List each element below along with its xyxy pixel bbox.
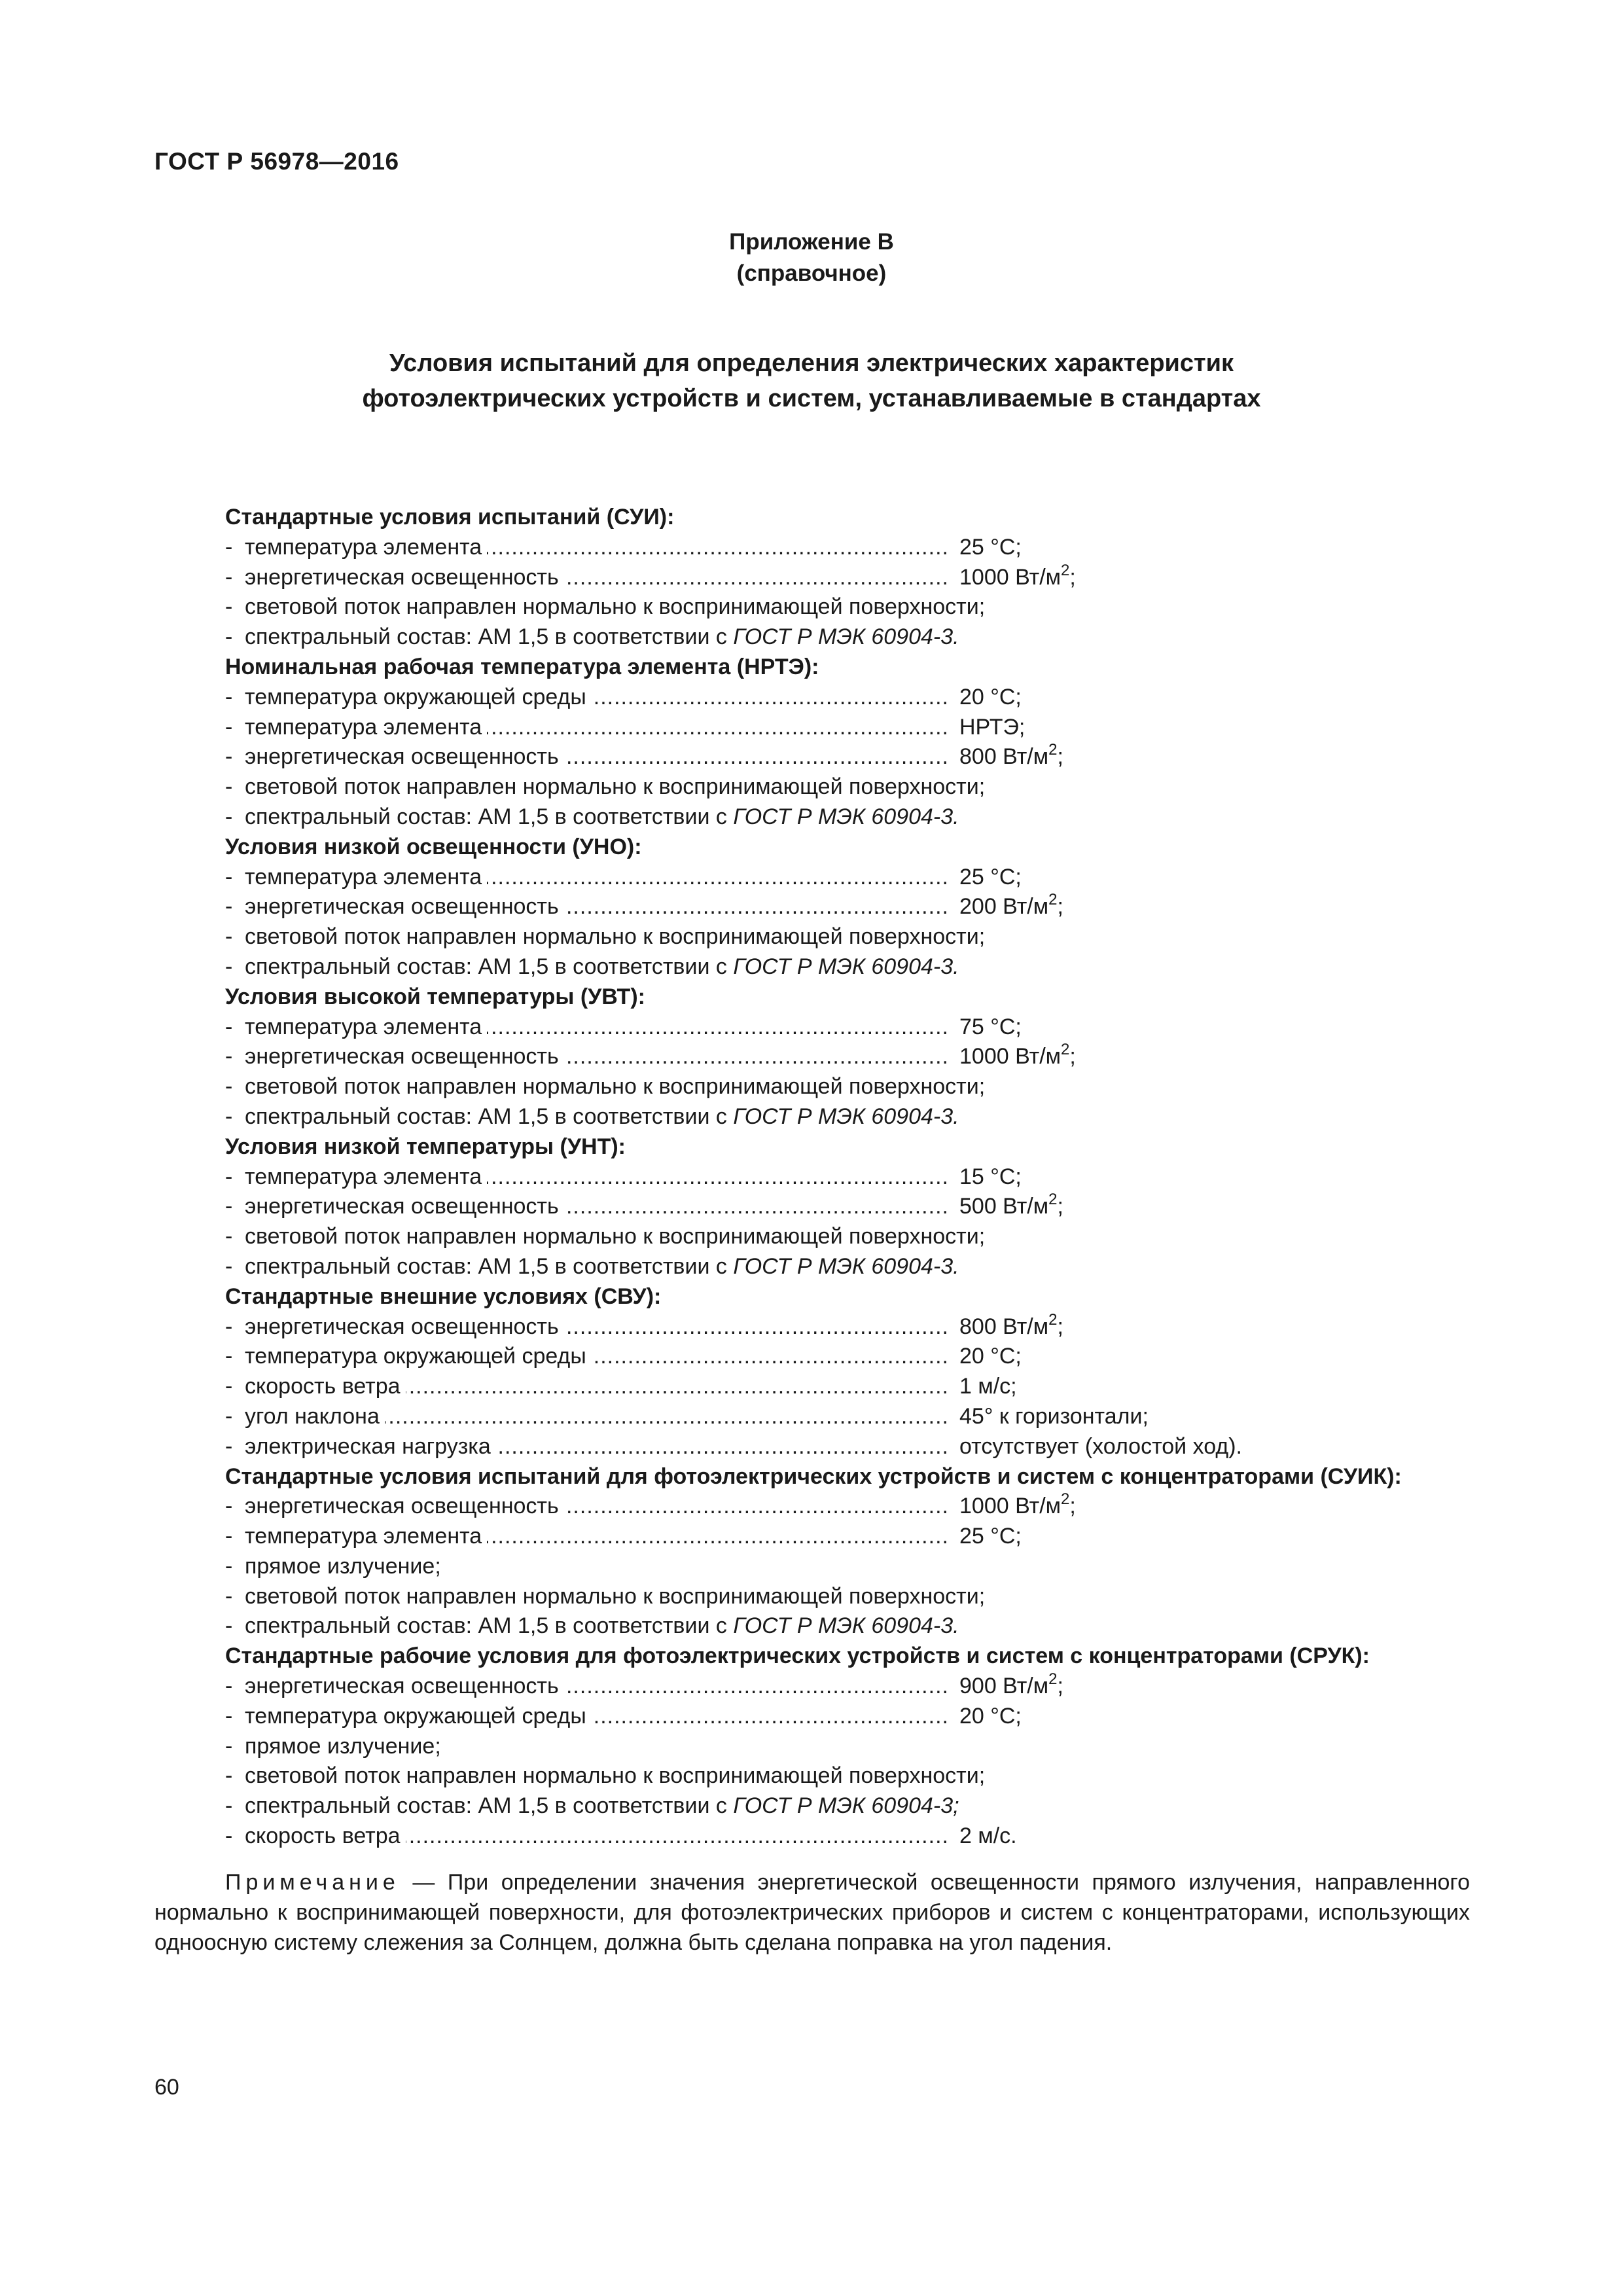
list-dash: - <box>225 1074 233 1100</box>
condition-value-text: 900 Вт/м <box>959 1674 1049 1699</box>
list-dash: - <box>225 1553 233 1579</box>
condition-value <box>952 1402 1149 1432</box>
list-dash: - <box>225 1344 233 1369</box>
condition-label <box>245 683 952 713</box>
value-tail: ; <box>1057 1194 1063 1219</box>
condition-label <box>245 892 952 922</box>
condition-item <box>225 1342 1488 1372</box>
list-dash: - <box>225 954 233 979</box>
condition-text-body: световой поток направлен нормально к воспринимающей поверхности; <box>245 1763 986 1789</box>
condition-value <box>952 1312 1063 1342</box>
list-dash: - <box>225 564 233 590</box>
condition-label-text: энергетическая освещенность <box>245 1494 564 1518</box>
condition-value <box>952 533 1022 563</box>
condition-value-text: 25 °С; <box>959 864 1022 889</box>
list-dash: - <box>225 1194 233 1219</box>
condition-text <box>245 1611 959 1641</box>
condition-label-text: энергетическая освещенность <box>245 1194 564 1219</box>
condition-label <box>245 742 952 772</box>
condition-value-text: 25 °С; <box>959 534 1022 560</box>
condition-item <box>225 622 1488 653</box>
condition-label-text: энергетическая освещенность <box>245 744 564 769</box>
condition-value-text: 1 м/с; <box>959 1374 1017 1399</box>
condition-text <box>245 952 959 982</box>
condition-value-text: 15 °С; <box>959 1164 1022 1189</box>
condition-item <box>225 533 1488 563</box>
title-line-1: Условия испытаний для определения электрических характеристик <box>389 350 1234 377</box>
condition-item <box>225 863 1488 893</box>
condition-text <box>245 592 985 622</box>
standard-reference: ГОСТ Р МЭК 60904-3 <box>733 804 954 829</box>
condition-text <box>245 1582 985 1612</box>
condition-value-text: 20 °С; <box>959 1703 1022 1729</box>
condition-text-body: световой поток направлен нормально к воспринимающей поверхности; <box>245 1583 986 1609</box>
condition-item <box>225 1372 1488 1402</box>
condition-item <box>225 1761 1488 1791</box>
condition-value <box>952 863 1022 893</box>
section-heading: Стандартные рабочие условия для фотоэлектрических устройств и систем с концентраторами (СРУК): <box>225 1643 1370 1669</box>
condition-item <box>225 563 1488 593</box>
condition-label-text: энергетическая освещенность <box>245 565 564 590</box>
standard-reference: ГОСТ Р МЭК 60904-3 <box>733 954 954 979</box>
condition-label <box>245 1042 952 1072</box>
condition-text <box>245 922 985 952</box>
condition-item <box>225 892 1488 922</box>
list-dash: - <box>225 1613 233 1639</box>
unit-superscript: 2 <box>1048 1310 1058 1329</box>
condition-label <box>245 713 952 743</box>
condition-item <box>225 1402 1488 1432</box>
list-dash: - <box>225 594 233 620</box>
value-tail: ; <box>1069 564 1076 590</box>
item-end: . <box>953 1103 959 1129</box>
condition-text <box>245 1761 985 1791</box>
condition-text-body: световой поток направлен нормально к воспринимающей поверхности; <box>245 924 986 950</box>
condition-label-text: температура окружающей среды <box>245 685 592 709</box>
condition-item <box>225 1582 1488 1612</box>
item-end: . <box>953 624 959 650</box>
list-dash: - <box>225 1103 233 1129</box>
condition-label <box>245 1402 952 1432</box>
appendix-heading <box>0 226 1623 289</box>
condition-item <box>225 1072 1488 1102</box>
section-heading: Условия низкой температуры (УНТ): <box>225 1134 626 1159</box>
condition-label <box>245 1342 952 1372</box>
condition-value <box>952 563 1076 593</box>
list-dash: - <box>225 1763 233 1789</box>
condition-item <box>225 772 1488 802</box>
condition-label-text: электрическая нагрузка <box>245 1434 496 1459</box>
unit-superscript: 2 <box>1061 1041 1070 1059</box>
standard-reference: ГОСТ Р МЭК 60904-3 <box>733 1253 954 1279</box>
condition-item <box>225 802 1488 833</box>
condition-item <box>225 1732 1488 1762</box>
note-text: — При определении значения энергетической освещенности прямого излучения, направленного нормально к воспринимающей поверхности, для фотоэлектрических приборов и систем с концентраторами, использующих одноосную систему слежения за Солнцем, должна быть сделана поправка на угол падения. <box>154 1870 1470 1955</box>
list-dash: - <box>225 1014 233 1039</box>
condition-label <box>245 1013 952 1043</box>
standard-reference: ГОСТ Р МЭК 60904-3 <box>733 1793 954 1819</box>
list-dash: - <box>225 714 233 740</box>
condition-value <box>952 1432 1242 1462</box>
section-heading: Номинальная рабочая температура элемента (НРТЭ): <box>225 654 819 679</box>
unit-superscript: 2 <box>1048 891 1058 909</box>
condition-item <box>225 1672 1488 1702</box>
condition-label-text: температура окружающей среды <box>245 1344 592 1369</box>
condition-label <box>245 563 952 593</box>
condition-value <box>952 1013 1022 1043</box>
condition-text-body: спектральный состав: АМ 1,5 в соответствии с <box>245 1613 734 1639</box>
condition-text-body: спектральный состав: АМ 1,5 в соответствии с <box>245 624 734 650</box>
condition-item <box>225 1791 1488 1821</box>
note-label: Примечание <box>225 1870 400 1895</box>
condition-item <box>225 1611 1488 1641</box>
condition-item <box>225 1821 1488 1852</box>
appendix-title: Приложение В <box>729 229 894 255</box>
condition-label <box>245 1492 952 1522</box>
condition-text-body: спектральный состав: АМ 1,5 в соответствии с <box>245 1103 734 1129</box>
condition-value <box>952 1342 1022 1372</box>
condition-value-text: 500 Вт/м <box>959 1194 1049 1219</box>
item-end: ; <box>953 1793 959 1819</box>
list-dash: - <box>225 1583 233 1609</box>
condition-item <box>225 1312 1488 1342</box>
condition-label-text: температура элемента <box>245 1164 487 1189</box>
list-dash: - <box>225 1164 233 1189</box>
condition-item <box>225 683 1488 713</box>
condition-value <box>952 1672 1063 1702</box>
value-tail: ; <box>1057 1314 1063 1339</box>
condition-item <box>225 1522 1488 1552</box>
condition-value-text: 2 м/с. <box>959 1823 1017 1849</box>
condition-text-body: спектральный состав: АМ 1,5 в соответствии с <box>245 804 734 829</box>
list-dash: - <box>225 684 233 709</box>
unit-superscript: 2 <box>1048 1191 1058 1209</box>
condition-value <box>952 1042 1076 1072</box>
title-line-2: фотоэлектрических устройств и систем, устанавливаемые в стандартах <box>362 385 1261 412</box>
list-dash: - <box>225 1823 233 1849</box>
condition-item <box>225 1492 1488 1522</box>
condition-item <box>225 1702 1488 1732</box>
condition-value-text: 45° к горизонтали; <box>959 1403 1149 1429</box>
list-dash: - <box>225 774 233 800</box>
condition-text <box>245 1552 441 1582</box>
section-heading: Стандартные условия испытаний (СУИ): <box>225 505 675 529</box>
list-dash: - <box>225 1403 233 1429</box>
list-dash: - <box>225 1433 233 1459</box>
section-heading: Условия высокой температуры (УВТ): <box>225 984 645 1009</box>
condition-text <box>245 1732 441 1762</box>
list-dash: - <box>225 1314 233 1339</box>
standard-reference: ГОСТ Р МЭК 60904-3 <box>733 1613 954 1639</box>
item-end: . <box>953 954 959 979</box>
condition-label <box>245 1192 952 1222</box>
condition-value <box>952 1192 1063 1222</box>
value-tail: ; <box>1069 1044 1076 1069</box>
condition-item <box>225 1222 1488 1252</box>
condition-label <box>245 1821 952 1852</box>
item-end: . <box>953 1613 959 1639</box>
condition-label-text: температура элемента <box>245 1014 487 1039</box>
page-number: 60 <box>154 2075 179 2100</box>
page-title <box>157 346 1466 416</box>
condition-item <box>225 922 1488 952</box>
condition-label-text: температура элемента <box>245 1524 487 1549</box>
list-dash: - <box>225 534 233 560</box>
condition-label <box>245 1522 952 1552</box>
condition-item <box>225 1552 1488 1582</box>
condition-value <box>952 892 1063 922</box>
section-heading: Стандартные внешние условиях (СВУ): <box>225 1283 662 1309</box>
condition-text <box>245 1791 959 1821</box>
list-dash: - <box>225 1733 233 1759</box>
condition-label-text: температура элемента <box>245 715 487 740</box>
list-dash: - <box>225 894 233 920</box>
condition-text-body: спектральный состав: АМ 1,5 в соответствии с <box>245 1253 734 1279</box>
condition-value <box>952 1492 1076 1522</box>
document-code: ГОСТ Р 56978—2016 <box>154 148 399 175</box>
item-end: . <box>953 1253 959 1279</box>
condition-item <box>225 742 1488 772</box>
value-tail: ; <box>1057 1674 1063 1699</box>
condition-item <box>225 1432 1488 1462</box>
condition-value-text: 200 Вт/м <box>959 894 1049 920</box>
condition-text-body: световой поток направлен нормально к воспринимающей поверхности; <box>245 594 986 620</box>
note <box>154 1868 1470 1958</box>
value-tail: ; <box>1057 744 1063 770</box>
condition-value <box>952 1702 1022 1732</box>
condition-text <box>245 802 959 833</box>
condition-item <box>225 952 1488 982</box>
condition-value-text: отсутствует (холостой ход). <box>959 1433 1243 1459</box>
unit-superscript: 2 <box>1048 1670 1058 1689</box>
condition-item <box>225 1013 1488 1043</box>
condition-label <box>245 1312 952 1342</box>
condition-item <box>225 1252 1488 1282</box>
condition-value <box>952 1821 1017 1852</box>
condition-text <box>245 1222 985 1252</box>
condition-label-text: энергетическая освещенность <box>245 894 564 919</box>
list-dash: - <box>225 1374 233 1399</box>
list-dash: - <box>225 624 233 650</box>
condition-value-text: 25 °С; <box>959 1524 1022 1549</box>
condition-item <box>225 713 1488 743</box>
section-heading: Стандартные условия испытаний для фотоэлектрических устройств и систем с концентраторами (СУИК): <box>225 1463 1402 1489</box>
unit-superscript: 2 <box>1061 1490 1070 1509</box>
condition-value-text: 800 Вт/м <box>959 1314 1049 1339</box>
condition-label-text: угол наклона <box>245 1404 385 1429</box>
condition-text-body: световой поток направлен нормально к воспринимающей поверхности; <box>245 774 986 800</box>
conditions-list <box>225 503 1488 1852</box>
condition-value-text: 1000 Вт/м <box>959 1494 1061 1519</box>
condition-item <box>225 1102 1488 1132</box>
condition-text-body: прямое излучение; <box>245 1733 441 1759</box>
condition-item <box>225 592 1488 622</box>
condition-text <box>245 1252 959 1282</box>
condition-value <box>952 683 1022 713</box>
condition-value <box>952 742 1063 772</box>
list-dash: - <box>225 864 233 889</box>
list-dash: - <box>225 1224 233 1249</box>
condition-label-text: скорость ветра <box>245 1823 406 1848</box>
list-dash: - <box>225 804 233 829</box>
condition-text-body: прямое излучение; <box>245 1553 441 1579</box>
condition-value-text: 1000 Вт/м <box>959 564 1061 590</box>
condition-value <box>952 713 1025 743</box>
condition-text <box>245 772 985 802</box>
condition-text-body: спектральный состав: АМ 1,5 в соответствии с <box>245 1793 734 1819</box>
condition-label <box>245 1162 952 1193</box>
list-dash: - <box>225 924 233 950</box>
list-dash: - <box>225 1044 233 1069</box>
condition-label-text: энергетическая освещенность <box>245 1674 564 1698</box>
condition-text <box>245 1102 959 1132</box>
condition-item <box>225 1192 1488 1222</box>
list-dash: - <box>225 1524 233 1549</box>
condition-value <box>952 1162 1022 1193</box>
value-tail: ; <box>1057 894 1063 920</box>
condition-value-text: 20 °С; <box>959 1344 1022 1369</box>
condition-label-text: температура элемента <box>245 535 487 560</box>
condition-label-text: скорость ветра <box>245 1374 406 1399</box>
condition-text-body: световой поток направлен нормально к воспринимающей поверхности; <box>245 1224 986 1249</box>
condition-label <box>245 1672 952 1702</box>
unit-superscript: 2 <box>1061 561 1070 579</box>
condition-item <box>225 1042 1488 1072</box>
list-dash: - <box>225 1494 233 1519</box>
condition-label <box>245 533 952 563</box>
item-end: . <box>953 804 959 829</box>
condition-value-text: 800 Вт/м <box>959 744 1049 770</box>
standard-reference: ГОСТ Р МЭК 60904-3 <box>733 624 954 650</box>
condition-value <box>952 1372 1017 1402</box>
condition-label-text: температура окружающей среды <box>245 1704 592 1729</box>
condition-label-text: энергетическая освещенность <box>245 1314 564 1339</box>
condition-value-text: 75 °С; <box>959 1014 1022 1039</box>
condition-item <box>225 1162 1488 1193</box>
condition-label <box>245 1372 952 1402</box>
condition-value-text: НРТЭ; <box>959 714 1026 740</box>
condition-label <box>245 1432 952 1462</box>
list-dash: - <box>225 1674 233 1699</box>
condition-text-body: световой поток направлен нормально к воспринимающей поверхности; <box>245 1074 986 1100</box>
list-dash: - <box>225 1703 233 1729</box>
condition-label-text: температура элемента <box>245 865 487 889</box>
list-dash: - <box>225 744 233 770</box>
condition-text <box>245 622 959 653</box>
unit-superscript: 2 <box>1048 741 1058 759</box>
condition-label <box>245 863 952 893</box>
list-dash: - <box>225 1253 233 1279</box>
condition-value-text: 1000 Вт/м <box>959 1044 1061 1069</box>
value-tail: ; <box>1069 1494 1076 1519</box>
condition-text-body: спектральный состав: АМ 1,5 в соответствии с <box>245 954 734 979</box>
appendix-type: (справочное) <box>736 260 887 286</box>
section-heading: Условия низкой освещенности (УНО): <box>225 834 642 859</box>
condition-text <box>245 1072 985 1102</box>
condition-value-text: 20 °С; <box>959 684 1022 709</box>
condition-label <box>245 1702 952 1732</box>
standard-reference: ГОСТ Р МЭК 60904-3 <box>733 1103 954 1129</box>
condition-label-text: энергетическая освещенность <box>245 1044 564 1069</box>
list-dash: - <box>225 1793 233 1819</box>
condition-value <box>952 1522 1022 1552</box>
